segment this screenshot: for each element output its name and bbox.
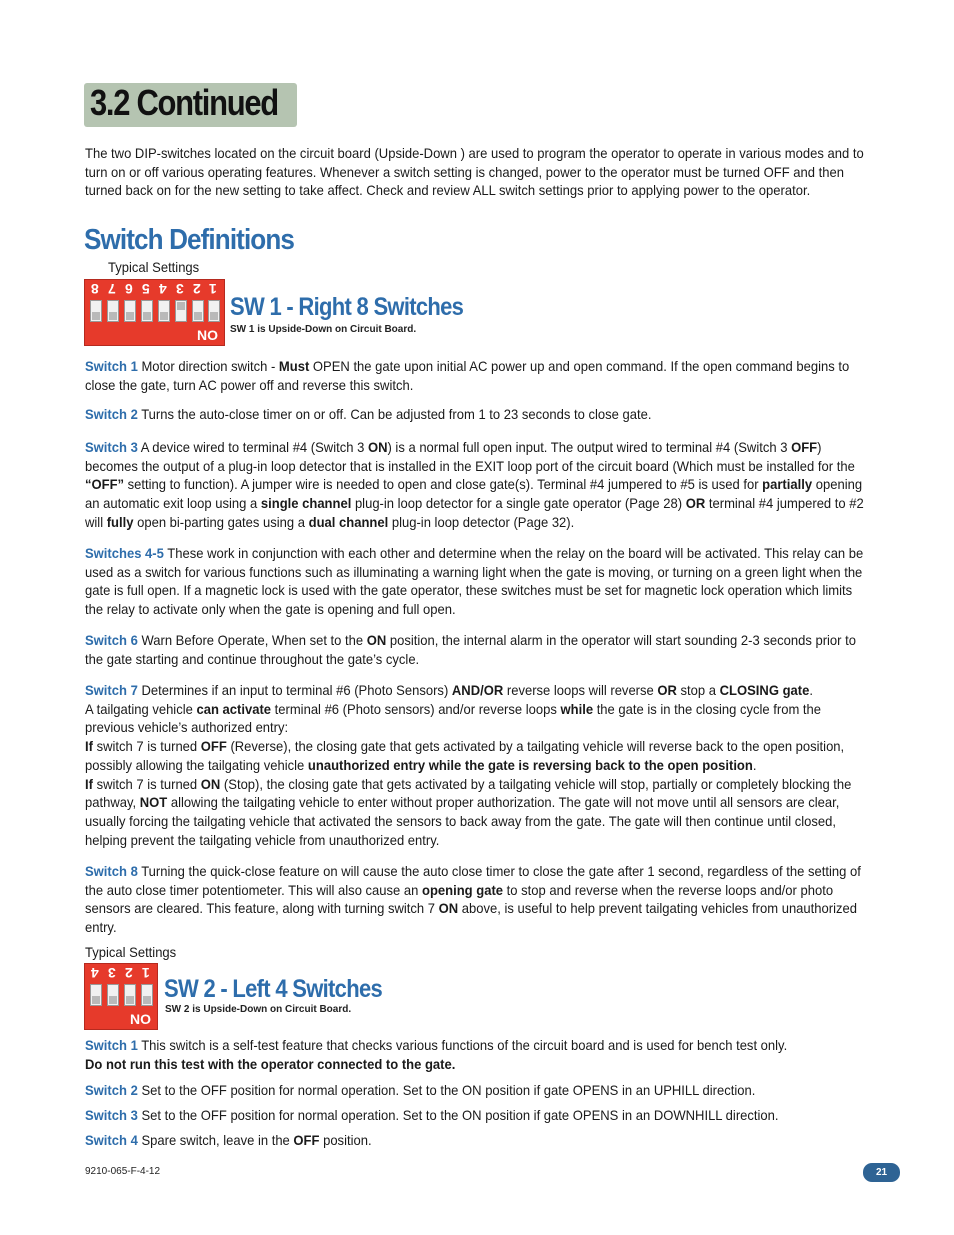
sw1-heading: SW 1 - Right 8 Switches	[230, 293, 464, 321]
sw2-num-3: 3	[108, 965, 116, 981]
sw1-num-7: 7	[108, 281, 116, 297]
sw1-num-5: 5	[142, 281, 150, 297]
sw2-switch-1-desc: Switch 1 This switch is a self-test feature that checks various functions of the circuit board and is used for bench test only. Do not run this test with the operator connected to the gate.	[85, 1037, 788, 1072]
sw1-switch-2-desc: Switch 2 Turns the auto-close timer on or off. Can be adjusted from 1 to 23 seconds to close gate.	[85, 406, 652, 422]
sw1-typical-settings-label: Typical Settings	[108, 259, 200, 275]
sw1-num-6: 6	[125, 281, 133, 297]
sw2-no-label: NO	[130, 1011, 151, 1027]
sw1-num-2: 2	[193, 281, 201, 297]
sw1-switch-1-desc: Switch 1 Motor direction switch - Must OPEN the gate upon initial AC power up and open command. If the open command begins to close the gate, turn AC power off and reverse this switch.	[85, 358, 850, 393]
sw1-switch-6-desc: Switch 6 Warn Before Operate, When set to the ON position, the internal alarm in the operator will start sounding 2-3 seconds prior to the gate starting and continue throughout the gate’s cycle.	[85, 632, 856, 667]
sw1-num-1: 1	[209, 281, 217, 297]
sw1-num-4: 4	[159, 281, 167, 297]
sw1-num-8: 8	[91, 281, 99, 297]
sw2-switch-3-desc: Switch 3 Set to the OFF position for normal operation. Set to the ON position if gate OPENS in an DOWNHILL direction.	[85, 1107, 779, 1123]
sw2-switch-2-desc: Switch 2 Set to the OFF position for normal operation. Set to the ON position if gate OPENS in an UPHILL direction.	[85, 1082, 756, 1098]
sw2-num-4: 4	[91, 965, 99, 981]
sw2-num-2: 2	[125, 965, 133, 981]
sw2-typical-settings-label: Typical Settings	[85, 944, 177, 960]
sw1-switch-7-desc: Switch 7 Determines if an input to terminal #6 (Photo Sensors) AND/OR reverse loops will reverse OR stop a CLOSING gate. A tailgating vehicle can activate terminal #6 (Photo sensors) and/or reverse loops while the gate is in the closing cycle from the previous vehicle’s authorized entry: If switch 7 is turned OFF (Reverse), the closing gate that gets activated by a tailgating vehicle will reverse back to the open position, possibly allowing the tailgating vehicle unauthorized entry while the gate is reversing back to the open position. If switch 7 is turned ON (Stop), the closing gate that gets activated by a tailgating vehicle will stop, partially or completely blocking the pathway, NOT allowing the tailgating vehicle to enter without proper authorization. The gate will not move until all sensors are clear, usually forcing the tailgating vehicle that activated the sensors to back away from the gate. The gate will then continue until closed, helping prevent the tailgating vehicle from unauthorized entry.	[85, 682, 852, 848]
sw1-switch-8-desc: Switch 8 Turning the quick-close feature on will cause the auto close timer to close the gate after 1 second, regardless of the setting of the auto close timer potentiometer. This will also cause an opening gate to stop and reverse when the reverse loops and/or photo sensors are cleared. This feature, along with turning switch 7 ON above, is useful to help prevent tailgating vehicles from unauthorized entry.	[85, 863, 861, 936]
section-title-box	[84, 83, 297, 127]
document-code: 9210-065-F-4-12	[85, 1166, 161, 1177]
sw1-no-label: NO	[197, 327, 218, 343]
sw1-note: SW 1 is Upside-Down on Circuit Board.	[230, 324, 417, 335]
switch-definitions-heading: Switch Definitions	[84, 224, 295, 256]
sw2-num-1: 1	[142, 965, 150, 981]
sw2-switch-4-desc: Switch 4 Spare switch, leave in the OFF position.	[85, 1132, 372, 1148]
page-number-badge: 21	[863, 1163, 900, 1182]
sw2-dip-switch-image	[84, 963, 158, 1030]
sw1-switch-3-desc: Switch 3 A device wired to terminal #4 (Switch 3 ON) is a normal full open input. The output wired to terminal #4 (Switch 3 OFF) becomes the output of a plug-in loop detector that is installed in the EXIT loop port of the circuit board (Which must be installed for the “OFF” setting to function). A jumper wire is needed to open and close gate(s). Terminal #4 jumpered to #5 is used for partially opening an automatic exit loop using a single channel plug-in loop detector for a single gate operator (Page 28) OR terminal #4 jumpered to #2 will fully open bi-parting gates using a dual channel plug-in loop detector (Page 32).	[85, 439, 864, 530]
sw1-dip-switch-image	[84, 279, 225, 346]
section-title: 3.2 Continued	[90, 82, 278, 123]
sw2-warning: Do not run this test with the operator connected to the gate.	[85, 1055, 456, 1072]
sw2-heading: SW 2 - Left 4 Switches	[164, 975, 383, 1003]
sw1-num-3: 3	[176, 281, 184, 297]
sw2-note: SW 2 is Upside-Down on Circuit Board.	[165, 1004, 352, 1015]
sw1-switches-4-5-desc: Switches 4-5 These work in conjunction with each other and determine when the relay on the board will be activated. This relay can be used as a switch for various functions such as illuminating a warning light when the gate is moving, or turning on a green light when the gate is full open. If a magnetic lock is used with the gate operator, these switches must be set for magnetic lock operation which limits the relay to activate only when the gate is opening and full open.	[85, 545, 864, 618]
intro-paragraph: The two DIP-switches located on the circuit board (Upside-Down ) are used to program the operator to operate in various modes and to turn on or off various operating features. Whenever a switch setting is changed, power to the operator must be turned OFF and then turned back on for the new setting to take affect. Check and review ALL switch settings prior to applying power to the operator.	[85, 145, 864, 199]
